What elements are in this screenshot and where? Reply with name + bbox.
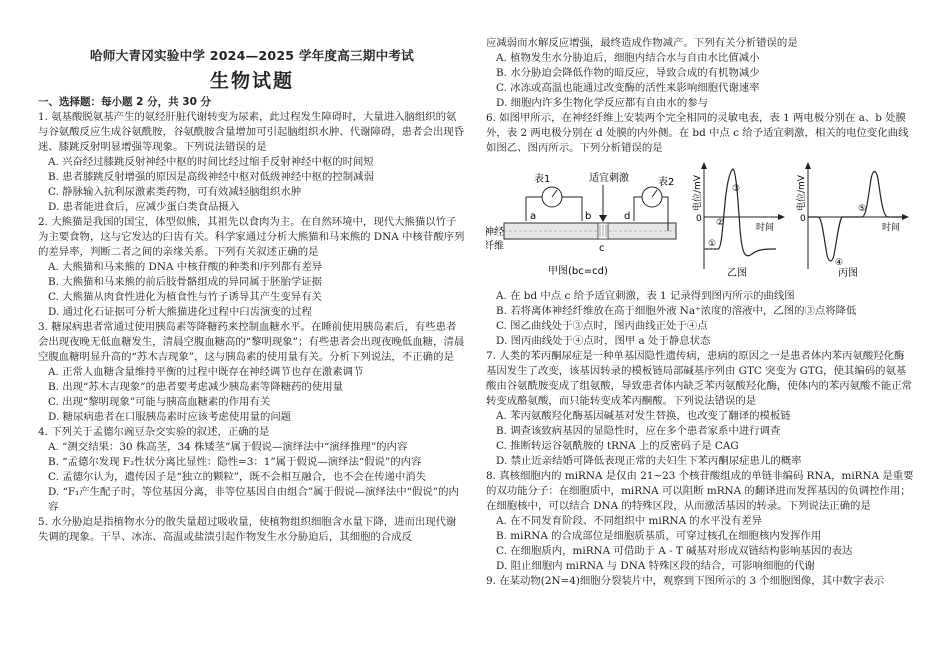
yi-y-arrow <box>701 162 707 169</box>
question-7 <box>486 349 914 469</box>
question-4 <box>38 425 466 515</box>
bing-marker-5: ⑤ <box>858 204 867 214</box>
question-5-option-b: B. 水分胁迫会降低作物的暗反应，导致合成的有机物减少 <box>496 67 760 79</box>
yi-x-arrow <box>778 214 785 220</box>
point-d-label: d <box>624 211 631 222</box>
question-5-stem-continued: 应减弱而水解反应增强，最终造成作物减产。下列有关分析错误的是 <box>486 37 798 49</box>
question-1-stem: 1. 氨基酸脱氨基产生的氨经肝脏代谢转变为尿素，此过程发生障碍时，大量进入脑组织的氨与谷氨酸反应生成谷氨酰胺，谷氨酰胺含量增加可引起脑组织水肿、代谢障碍，患者会出现昏迷、膝跳反射明显增强等现象。下列说法错误的是 <box>38 111 465 153</box>
exam-title: 哈师大青冈实验中学 2024—2025 学年度高三期中考试 <box>90 48 414 63</box>
bing-curve <box>808 172 902 262</box>
section-heading: 一、选择题：每小题 2 分，共 30 分 <box>38 96 212 108</box>
question-1-option-a: A. 兴奋经过膝跳反射神经中枢的时间比经过缩手反射神经中枢的时间短 <box>48 156 374 168</box>
point-a-label: a <box>530 211 537 222</box>
yi-origin: 0 <box>696 214 702 224</box>
question-3-stem: 3. 糖尿病患者常通过使用胰岛素等降糖药来控制血糖水平。在睡前使用胰岛素后，有些患者会出现夜晚无低血糖发生，清晨空腹血糖高的“黎明现象”；有些患者会出现夜晚低血糖，清晨空腹血糖明显升高的“苏木吉现象”，这与胰岛素的使用量有关。分析下列说法，不正确的是 <box>38 321 465 363</box>
meter-2-wire-outside <box>634 197 642 221</box>
question-3-option-b: B. 出现“苏木吉现象”的患者要考虑减少胰岛素等降糖药的使用量 <box>48 381 344 393</box>
question-8-option-a: A. 在不同发育阶段、不同组织中 miRNA 的水平没有差异 <box>496 515 763 527</box>
question-2-option-b: B. 大熊猫和马来熊的前后肢骨骼组成的异同属于胚胎学证据 <box>48 276 323 288</box>
question-4-option-c: C. 孟德尔认为，遗传因子是“独立的颗粒”，既不会相互融合，也不会在传递中消失 <box>48 471 427 483</box>
nerve-fiber-diagram <box>486 159 914 287</box>
bing-origin: 0 <box>800 214 806 224</box>
question-9-stem: 9. 在某动物(2N=4)细胞分裂装片中，观察到下图所示的 3 个细胞图像，其中数字表示 <box>486 575 885 587</box>
question-2-option-d: D. 通过化石证据可分析大熊猫进化过程中臼齿演变的过程 <box>48 306 312 318</box>
question-5-option-d: D. 细胞内许多生物化学反应都有自由水的参与 <box>496 97 708 109</box>
bing-marker-4: ④ <box>835 258 844 268</box>
question-1-option-c: C. 静脉输入抗利尿激素类药物，可有效减轻脑组织水肿 <box>48 186 302 198</box>
question-4-option-a: A. “测交结果：30 株高茎，34 株矮茎”属于假说—演绎法中“演绎推理”的内容 <box>48 441 408 453</box>
question-6-stem: 6. 如图甲所示，在神经纤维上安装两个完全相同的灵敏电表，表 1 两电极分别在 a、b 处膜外，表 2 两电极分别在 d 处膜的内外侧。在 bd 中点 c 给予适宜刺激，相关的电位变化曲线如图乙、图丙所示。下列分析错误的是 <box>486 112 909 154</box>
bing-x-arrow <box>902 214 909 220</box>
figure-bing <box>795 162 909 279</box>
point-b-label: b <box>585 211 592 222</box>
meter-2-label: 表2 <box>658 177 675 188</box>
question-5-option-a: A. 植物发生水分胁迫后，细胞内结合水与自由水比值减小 <box>496 52 760 64</box>
figure-jia <box>486 171 676 277</box>
question-5-option-c: C. 冰冻或高温也能通过改变酶的活性来影响细胞代谢速率 <box>496 82 760 94</box>
bing-y-label: 电位/mV <box>797 175 807 211</box>
question-3-option-a: A. 正常人血糖含量维持平衡的过程中既存在神经调节也存在激素调节 <box>48 366 364 378</box>
question-3-option-c: C. 出现“黎明现象”可能与胰高血糖素的作用有关 <box>48 396 271 408</box>
bing-y-arrow <box>805 162 811 169</box>
figure-yi <box>691 162 785 279</box>
question-6-option-d: D. 图丙曲线处于④点时，图甲 a 处于静息状态 <box>496 335 711 347</box>
question-8-option-b: B. miRNA 的合成部位是细胞质基质，可穿过核孔在细胞核内发挥作用 <box>496 530 822 542</box>
question-4-option-b: B. “孟德尔发现 F₂性状分离比显性：隐性=3：1”属于假说—演绎法“假说”的内容 <box>48 456 422 468</box>
question-2-option-a: A. 大熊猫和马来熊的 DNA 中核苷酸的种类和序列都有差异 <box>48 261 323 273</box>
question-7-option-b: B. 调查该致病基因的显隐性时，应在多个患者家系中进行调查 <box>496 425 781 437</box>
question-1 <box>38 110 466 215</box>
question-6-figure <box>486 159 914 287</box>
question-1-option-b: B. 患者膝跳反射增强的原因是高级神经中枢对低级神经中枢的控制减弱 <box>48 171 374 183</box>
meter-1-wire-b <box>562 197 582 221</box>
question-4-stem: 4. 下列关于孟德尔豌豆杂交实验的叙述，正确的是 <box>38 426 270 438</box>
question-7-option-a: A. 苯丙氨酸羟化酶基因碱基对发生替换，也改变了翻译的模板链 <box>496 410 791 422</box>
question-5 <box>38 515 466 545</box>
question-6-option-b: B. 若将离体神经纤维放在高于细胞外液 Na⁺浓度的溶液中，乙图的③点将降低 <box>496 305 857 317</box>
bing-time-label: 时间 <box>882 223 901 233</box>
meter-1-label: 表1 <box>534 174 551 185</box>
question-4-option-d: D. “F₁产生配子时，等位基因分离，非等位基因自由组合”属于假说—演绎法中“假说”的内容 <box>48 486 459 513</box>
question-3-option-d: D. 糖尿病患者在口服胰岛素时应该考虑使用量的问题 <box>48 411 292 423</box>
yi-y-label: 电位/mV <box>693 175 703 211</box>
question-8 <box>486 469 914 574</box>
question-1-option-d: D. 患者能进食后，应减少蛋白类食品摄入 <box>48 201 240 213</box>
question-3 <box>38 320 466 425</box>
question-8-option-d: D. 阻止细胞内 miRNA 与 DNA 特殊区段的结合，可影响细胞的代谢 <box>496 560 815 572</box>
fiber-label-line2: 纤维 <box>486 241 504 252</box>
caption-yi: 乙图 <box>727 268 747 279</box>
question-7-stem: 7. 人类的苯丙酮尿症是一种单基因隐性遗传病，患病的原因之一是患者体内苯丙氨酸羟化酶基因发生了改变，该基因转录的模板链局部碱基序列由 GTC 突变为 GTG，使其编码的氨基酸由谷氨酰胺变成了组氨酸，导致患者体内缺乏苯丙氨酸羟化酶，使体内的苯丙氨酸不能正常转变成酪氨酸，而只能转变成苯丙酮酸。下列说法错误的是 <box>486 350 913 407</box>
yi-marker-3: ③ <box>732 184 741 194</box>
question-6-option-a: A. 在 bd 中点 c 给予适宜刺激，表 1 记录得到图丙所示的曲线图 <box>496 290 795 302</box>
question-7-option-d: D. 禁止近亲结婚可降低表现正常的夫妇生下苯丙酮尿症患儿的概率 <box>496 455 802 467</box>
yi-marker-2: ② <box>716 218 725 228</box>
question-7-option-c: C. 推断转运谷氨酰胺的 tRNA 上的反密码子是 CAG <box>496 440 739 452</box>
question-5-stem: 5. 水分胁迫是指植物水分的散失量超过吸收量，使植物组织细胞含水量下降，进而出现代谢失调的现象。干旱、冰冻、高温或盐渍引起作物发生水分胁迫后，其细胞的合成反 <box>38 516 457 543</box>
caption-bing: 丙图 <box>838 268 858 279</box>
left-column <box>38 0 466 545</box>
question-8-stem: 8. 真核细胞内的 miRNA 是仅由 21~23 个核苷酸组成的单链非编码 RNA，miRNA 是重要的双功能分子：在细胞质中，miRNA 可以阻断 mRNA 的翻译进而发挥基因的负调控作用；在细胞核中，可以结合 DNA 的特殊区段，从而激活基因的转录。下列说法正确的是 <box>486 470 914 512</box>
yi-marker-1: ① <box>708 239 717 249</box>
question-2-option-c: C. 大熊猫从肉食性进化为植食性与竹子诱导其产生变异有关 <box>48 291 322 303</box>
point-c-label: c <box>599 243 605 254</box>
question-8-option-c: C. 在细胞质内，miRNA 可借助于 A - T 碱基对形成双链结构影响基因的表达 <box>496 545 853 557</box>
yi-time-label: 时间 <box>756 223 775 233</box>
question-2-stem: 2. 大熊猫是我国的国宝，体型似熊，其祖先以食肉为主。在自然环境中，现代大熊猫以竹子为主要食物，这与它发达的臼齿有关。科学家通过分析大熊猫和马来熊的 DNA 中核苷酸序列的差异率，判断二者之间的亲缘关系。下列有关叙述正确的是 <box>38 216 465 258</box>
right-column <box>486 36 914 589</box>
fiber-label-line1: 神经 <box>486 227 504 238</box>
stimulus-arrow-head <box>599 215 607 222</box>
subject-title: 生物试题 <box>209 70 294 92</box>
question-6 <box>486 111 914 349</box>
question-6-option-c: C. 图乙曲线处于③点时，图丙曲线正处于④点 <box>496 320 708 332</box>
question-2 <box>38 215 466 320</box>
caption-jia: 甲图(bc=cd) <box>548 266 608 277</box>
stimulus-label: 适宜刺激 <box>589 173 629 184</box>
